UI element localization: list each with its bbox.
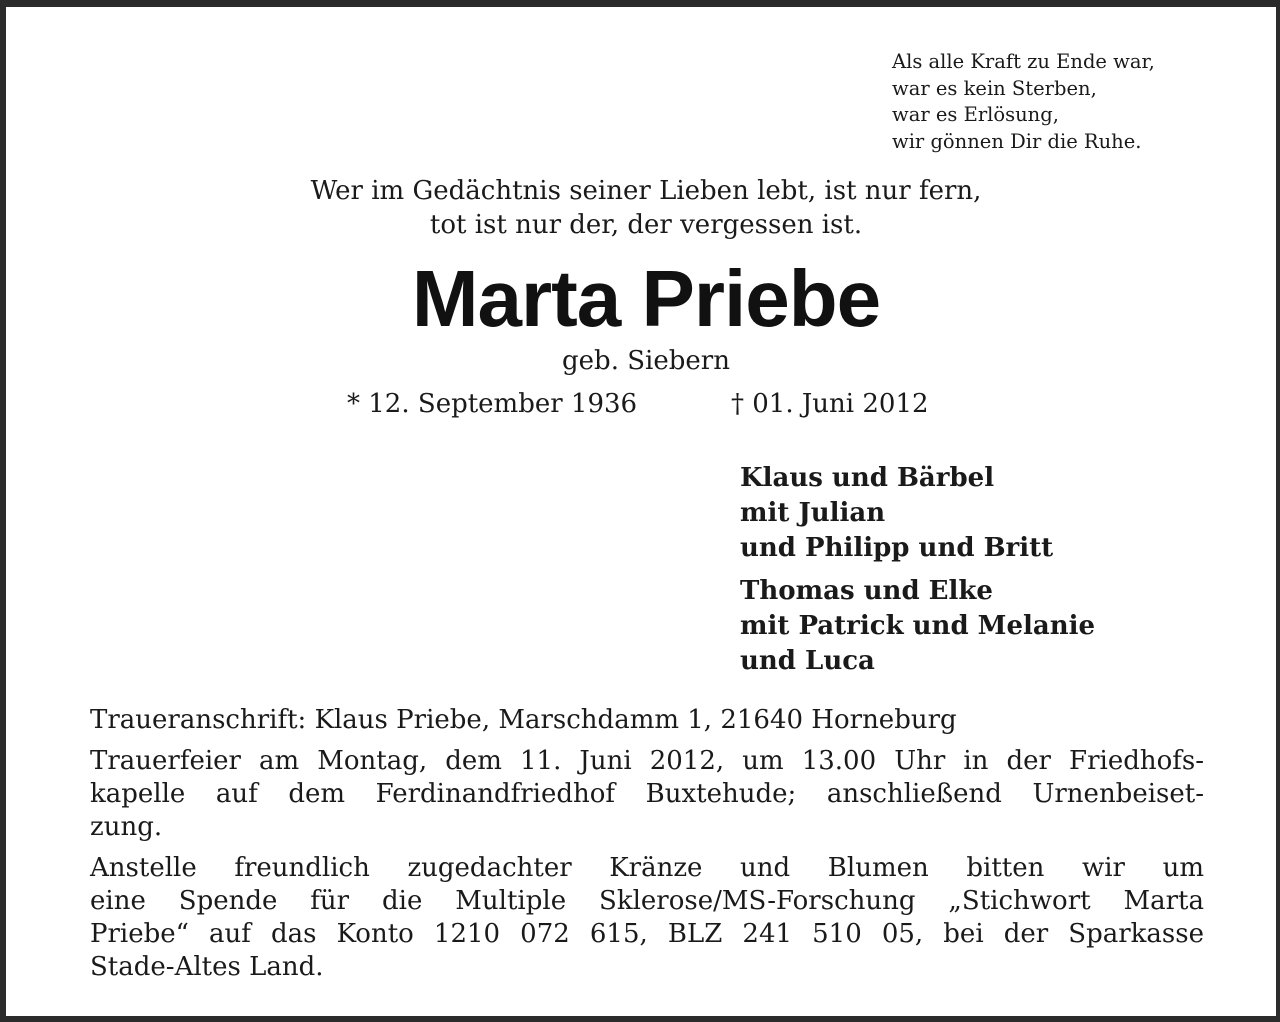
deceased-name: Marta Priebe: [411, 254, 881, 343]
ceremony-line: kapelle auf dem Ferdinandfriedhof Buxtehude; anschließend Urnenbeiset-: [90, 779, 1204, 809]
poem: [892, 49, 1155, 155]
family-line: und Luca: [740, 646, 875, 676]
family-line: mit Patrick und Melanie: [740, 611, 1096, 641]
family-line: Klaus und Bärbel: [740, 463, 995, 493]
donation-request: [90, 852, 1204, 984]
quote-line: Wer im Gedächtnis seiner Lieben lebt, ist nur fern,: [310, 176, 982, 206]
birth-date: * 12. September 1936: [347, 389, 638, 419]
poem-line: war es kein Sterben,: [892, 76, 1097, 100]
ceremony-line: zung.: [90, 812, 163, 842]
funeral-ceremony: [90, 745, 1204, 844]
family-line: Thomas und Elke: [740, 576, 993, 606]
quote-line: tot ist nur der, der vergessen ist.: [429, 210, 863, 240]
donation-line: eine Spende für die Multiple Sklerose/MS-Forschung „Stichwort Marta: [90, 886, 1204, 916]
poem-line: wir gönnen Dir die Ruhe.: [892, 129, 1142, 153]
donation-line: Priebe“ auf das Konto 1210 072 615, BLZ 241 510 05, bei der Sparkasse: [90, 919, 1204, 949]
ceremony-line: Trauerfeier am Montag, dem 11. Juni 2012, um 13.00 Uhr in der Friedhofs-: [90, 746, 1204, 776]
family-group-2: [740, 574, 1095, 679]
birth-name: geb. Siebern: [562, 346, 730, 376]
mourning-address: Traueranschrift: Klaus Priebe, Marschdamm 1, 21640 Horneburg: [90, 705, 957, 735]
family-line: und Philipp und Britt: [740, 533, 1054, 563]
donation-line: Anstelle freundlich zugedachter Kränze und Blumen bitten wir um: [90, 853, 1204, 883]
poem-line: war es Erlösung,: [892, 103, 1059, 126]
death-date: † 01. Juni 2012: [731, 389, 929, 419]
donation-line: Stade-Altes Land.: [90, 952, 324, 982]
family-line: mit Julian: [740, 498, 886, 528]
poem-line: Als alle Kraft zu Ende war,: [892, 50, 1155, 73]
memorial-quote: [6, 174, 1280, 242]
family-group-1: [740, 461, 1053, 566]
